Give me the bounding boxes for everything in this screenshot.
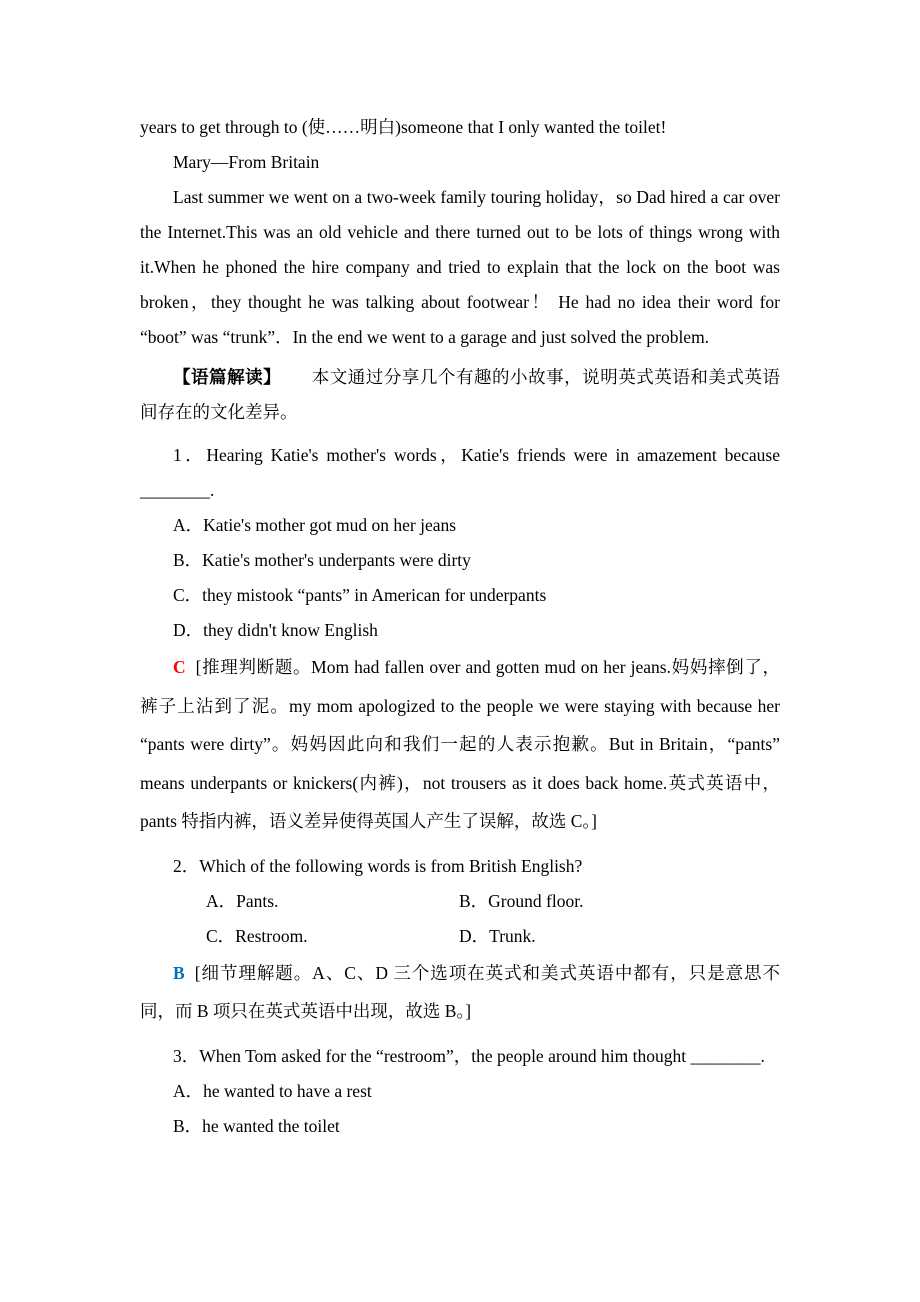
answer-2 xyxy=(140,954,780,1031)
question-2-options-row-2 xyxy=(140,919,780,954)
question-3-option-a: A．he wanted to have a rest xyxy=(173,1080,372,1101)
question-3-stem: 3．When Tom asked for the “restroom”，the people around him thought ________. xyxy=(173,1045,765,1066)
analysis-text: 本文通过分享几个有趣的小故事，说明英式英语和美式英语间存在的文化差异。 xyxy=(140,367,780,422)
question-1-option-c: C．they mistook “pants” in American for underpants xyxy=(173,585,547,605)
question-2-option-a: A．Pants. xyxy=(206,890,279,911)
story-paragraph: Last summer we went on a two-week family touring holiday，so Dad hired a car over the Internet.This was an old vehicle and there turned out to be lots of things wrong with it.When he phoned the hire company and tried to explain that the lock on the boot was broken，they thought he was talking about footwear！ He had no idea their word for “boot” was “trunk”．In the end we went to a garage and just solved the problem. xyxy=(140,187,780,347)
question-2-option-b: B．Ground floor. xyxy=(459,890,584,911)
question-1-option-a: A．Katie's mother got mud on her jeans xyxy=(173,515,457,535)
passage-analysis xyxy=(140,360,780,430)
question-1-stem: 1．Hearing Katie's mother's words，Katie's friends were in amazement because ________. xyxy=(140,445,780,500)
analysis-label: 【语篇解读】 xyxy=(173,367,282,387)
continuation-line: years to get through to (使……明白)someone that I only wanted the toilet! xyxy=(140,117,667,137)
question-1-option-d: D．they didn't know English xyxy=(173,620,378,640)
question-2-stem: 2．Which of the following words is from British English? xyxy=(173,855,583,876)
answer-1-explanation: [推理判断题。Mom had fallen over and gotten mud on her jeans.妈妈摔倒了，裤子上沾到了泥。my mom apologized to the people we were staying with because her “pants were dirty”。妈妈因此向和我们一起的人表示抱歉。But in Britain，“pants” means underpants or knickers(内裤)，not trousers as it does back home.英式英语中，pants 特指内裤，语义差异使得英国人产生了误解，故选 C。] xyxy=(140,657,780,831)
question-2-option-c: C．Restroom. xyxy=(206,925,308,946)
answer-2-letter: B xyxy=(173,962,185,983)
answer-1 xyxy=(140,648,780,841)
question-2-option-d: D．Trunk. xyxy=(459,925,536,946)
answer-2-explanation: [细节理解题。A、C、D 三个选项在英式和美式英语中都有，只是意思不同，而 B 项只在英式英语中出现，故选 B。] xyxy=(140,962,780,1021)
question-1-option-b: B．Katie's mother's underpants were dirty xyxy=(173,550,471,570)
author-attribution: Mary—From Britain xyxy=(173,152,320,172)
answer-1-letter: C xyxy=(173,657,186,677)
question-2-options-row-1 xyxy=(140,884,780,919)
question-3-option-b: B．he wanted the toilet xyxy=(173,1115,340,1136)
